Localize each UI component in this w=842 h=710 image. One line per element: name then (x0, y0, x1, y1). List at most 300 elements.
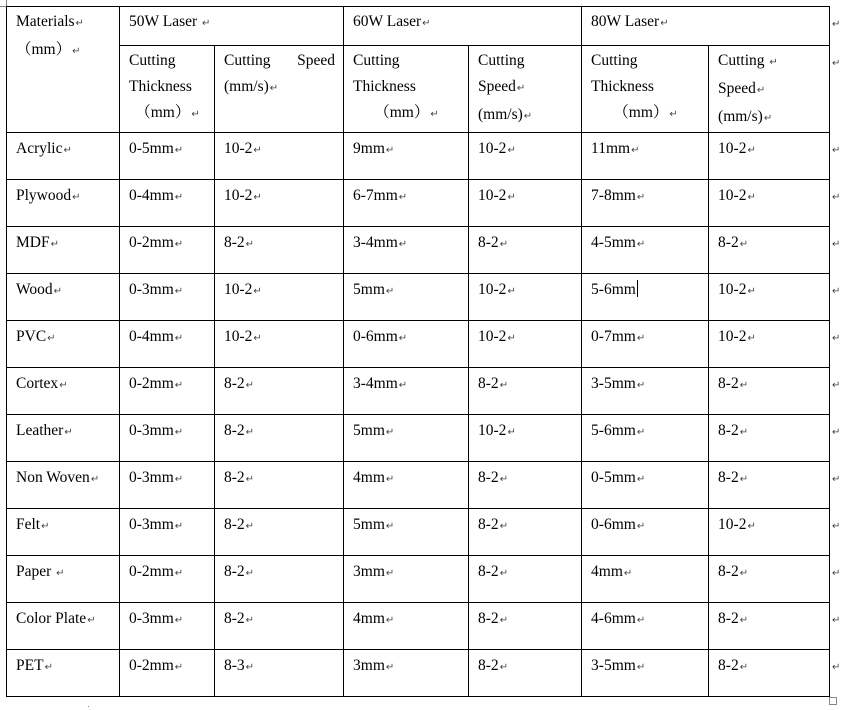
cell-value: Paper (16, 563, 52, 580)
paragraph-mark: ↵ (174, 145, 184, 156)
cell-value: 5-6mm (591, 422, 636, 439)
paragraph-mark: ↵ (174, 615, 184, 626)
text-cursor (637, 280, 638, 297)
page-dot-mark (88, 706, 89, 707)
paragraph-mark: ↵ (636, 521, 646, 532)
paragraph-mark: ↵ (174, 192, 184, 203)
paragraph-mark: ↵ (398, 333, 408, 344)
row-end-mark: ↵ (832, 567, 841, 579)
paragraph-mark: ↵ (53, 286, 63, 297)
paragraph-mark: ↵ (499, 239, 509, 250)
paragraph-mark: ↵ (507, 286, 516, 297)
cell-value: 0-3mm (129, 469, 174, 486)
paragraph-mark: ↵ (636, 192, 646, 203)
table-row (7, 368, 830, 415)
paragraph-mark: ↵ (50, 239, 59, 250)
cell-value: 8-3 (224, 657, 245, 674)
speed-80w-cell (709, 274, 830, 321)
speed-80w-cell (709, 509, 830, 556)
cell-value: Non Woven (16, 469, 90, 486)
cell-value: 5mm (353, 516, 385, 533)
cell-value: PET (16, 657, 44, 674)
material-cell (7, 133, 120, 180)
cell-value: 5mm (353, 422, 385, 439)
row-end-mark: ↵ (832, 285, 841, 297)
thickness-50w-cell (120, 415, 215, 462)
cell-value: 10-2 (224, 328, 253, 345)
cell-value: 3-4mm (353, 234, 398, 251)
cell-value: 10-2 (224, 140, 253, 157)
cell-value: 8-2 (478, 563, 499, 580)
cell-value: 8-2 (224, 469, 245, 486)
materials-header-label-line2: （mm）↵ (16, 41, 81, 58)
paragraph-mark: ↵ (253, 145, 262, 156)
cell-value: 10-2 (718, 187, 747, 204)
paragraph-mark: ↵ (636, 239, 646, 250)
paragraph-mark: ↵ (747, 145, 756, 156)
speed-80w-cell (709, 650, 830, 697)
cell-value: 8-2 (224, 563, 245, 580)
speed-80w-cell (709, 556, 830, 603)
cell-value: 0-3mm (129, 610, 174, 627)
material-cell (7, 227, 120, 274)
thickness-80w-cell (582, 321, 709, 368)
paragraph-mark: ↵ (56, 568, 65, 579)
paragraph-mark: ↵ (253, 192, 262, 203)
cell-value: 0-7mm (591, 328, 636, 345)
thickness-50w-cell (120, 650, 215, 697)
paragraph-mark: ↵ (499, 521, 509, 532)
paragraph-mark: ↵ (499, 380, 509, 391)
paragraph-mark: ↵ (245, 568, 255, 579)
table-resize-handle[interactable] (829, 697, 837, 705)
row-end-mark: ↵ (832, 332, 841, 344)
paragraph-mark: ↵ (245, 380, 255, 391)
table-row (7, 227, 830, 274)
cell-value: Cortex (16, 375, 59, 392)
material-cell (7, 368, 120, 415)
cell-value: 8-2 (224, 610, 245, 627)
cell-value: 8-2 (718, 375, 739, 392)
material-cell (7, 415, 120, 462)
paragraph-mark: ↵ (636, 474, 646, 485)
speed-80w-cell (709, 133, 830, 180)
cell-value: 4mm (591, 563, 623, 580)
paragraph-mark: ↵ (64, 427, 73, 438)
paragraph-mark: ↵ (385, 568, 395, 579)
cell-value: 0-2mm (129, 234, 174, 251)
paragraph-mark: ↵ (385, 521, 395, 532)
thickness-60w-cell (344, 509, 469, 556)
cell-value: Felt (16, 516, 41, 533)
cell-value: 5mm (353, 281, 385, 298)
paragraph-mark: ↵ (739, 568, 749, 579)
speed-80w-cell (709, 180, 830, 227)
paragraph-mark: ↵ (507, 333, 516, 344)
paragraph-mark: ↵ (174, 427, 184, 438)
thickness-50w-cell (120, 227, 215, 274)
material-cell (7, 180, 120, 227)
speed-50w-cell (215, 227, 344, 274)
cell-value: 3-5mm (591, 657, 636, 674)
paragraph-mark: ↵ (245, 239, 255, 250)
thickness-60w-cell (344, 556, 469, 603)
cell-value: MDF (16, 234, 50, 251)
paragraph-mark: ↵ (72, 192, 81, 203)
paragraph-mark: ↵ (253, 333, 262, 344)
paragraph-mark: ↵ (174, 380, 184, 391)
speed-60w-cell (469, 180, 582, 227)
speed-60w-cell (469, 368, 582, 415)
thickness-60w-cell (344, 227, 469, 274)
row-end-mark: ↵ (832, 144, 841, 156)
cell-value: 8-2 (224, 234, 245, 251)
cell-value: 4mm (353, 610, 385, 627)
paragraph-mark: ↵ (739, 662, 749, 673)
paragraph-mark: ↵ (174, 521, 184, 532)
cell-value: 0-4mm (129, 187, 174, 204)
cutting-speed-header-80w: Cutting ↵ Speed↵ (mm/s)↵ (709, 46, 830, 133)
materials-header-cell (7, 7, 120, 133)
cell-value: 10-2 (478, 140, 507, 157)
paragraph-mark: ↵ (202, 18, 211, 29)
cell-value: Color Plate (16, 610, 87, 627)
thickness-50w-cell (120, 368, 215, 415)
header-row-power (7, 7, 830, 46)
cell-value: 0-2mm (129, 657, 174, 674)
paragraph-mark: ↵ (87, 615, 96, 626)
cell-value: 4-6mm (591, 610, 636, 627)
paragraph-mark: ↵ (747, 521, 756, 532)
speed-50w-cell (215, 556, 344, 603)
row-end-mark: ↵ (832, 191, 841, 203)
thickness-80w-cell (582, 650, 709, 697)
paragraph-mark: ↵ (398, 192, 408, 203)
cell-value: 6-7mm (353, 187, 398, 204)
paragraph-mark: ↵ (499, 662, 509, 673)
thickness-50w-cell (120, 509, 215, 556)
paragraph-mark: ↵ (747, 286, 756, 297)
thickness-60w-cell (344, 603, 469, 650)
cell-value: 8-2 (478, 516, 499, 533)
cell-value: 8-2 (718, 657, 739, 674)
cell-value: 0-2mm (129, 375, 174, 392)
speed-60w-cell (469, 650, 582, 697)
cell-value: 5-6mm (591, 281, 636, 298)
cell-value: 8-2 (718, 610, 739, 627)
paragraph-mark: ↵ (636, 380, 646, 391)
laser-80w-header: 80W Laser↵ (582, 7, 830, 46)
speed-80w-cell (709, 415, 830, 462)
thickness-60w-cell (344, 133, 469, 180)
paragraph-mark: ↵ (245, 474, 255, 485)
cell-value: 8-2 (224, 375, 245, 392)
cell-value: 8-2 (718, 563, 739, 580)
speed-80w-cell (709, 603, 830, 650)
thickness-80w-cell (582, 509, 709, 556)
thickness-80w-cell (582, 274, 709, 321)
table-row (7, 274, 830, 321)
thickness-50w-cell (120, 274, 215, 321)
cell-value: 0-3mm (129, 422, 174, 439)
paragraph-mark: ↵ (385, 427, 395, 438)
cell-value: Wood (16, 281, 53, 298)
cell-value: 10-2 (718, 281, 747, 298)
paragraph-mark: ↵ (398, 380, 408, 391)
row-end-mark: ↵ (832, 379, 841, 391)
cell-value: 10-2 (718, 328, 747, 345)
table-row (7, 509, 830, 556)
speed-80w-cell (709, 321, 830, 368)
speed-60w-cell (469, 274, 582, 321)
speed-60w-cell (469, 509, 582, 556)
cell-value: 4mm (353, 469, 385, 486)
cell-value: 10-2 (718, 516, 747, 533)
thickness-80w-cell (582, 462, 709, 509)
paragraph-mark: ↵ (499, 615, 509, 626)
paragraph-mark: ↵ (174, 239, 184, 250)
row-end-mark: ↵ (832, 614, 841, 626)
thickness-80w-cell (582, 415, 709, 462)
paragraph-mark: ↵ (385, 474, 395, 485)
paragraph-mark: ↵ (245, 427, 255, 438)
cell-value: 10-2 (478, 281, 507, 298)
thickness-50w-cell (120, 321, 215, 368)
paragraph-mark: ↵ (63, 145, 72, 156)
cell-value: 0-2mm (129, 563, 174, 580)
paragraph-mark: ↵ (245, 662, 255, 673)
laser-60w-header: 60W Laser↵ (344, 7, 582, 46)
cell-value: 9mm (353, 140, 385, 157)
laser-cutting-table (6, 6, 830, 697)
speed-80w-cell (709, 368, 830, 415)
table-row (7, 462, 830, 509)
cell-value: 8-2 (478, 469, 499, 486)
cutting-speed-header-50w: Cutting Speed (mm/s)↵ (215, 46, 344, 133)
paragraph-mark: ↵ (631, 145, 640, 156)
paragraph-mark: ↵ (385, 286, 395, 297)
thickness-60w-cell (344, 274, 469, 321)
thickness-80w-cell (582, 603, 709, 650)
material-cell (7, 603, 120, 650)
cell-value: 0-6mm (353, 328, 398, 345)
speed-60w-cell (469, 462, 582, 509)
row-end-mark: ↵ (832, 57, 841, 69)
table-row (7, 415, 830, 462)
speed-50w-cell (215, 603, 344, 650)
paragraph-mark: ↵ (636, 615, 646, 626)
material-cell (7, 509, 120, 556)
paragraph-mark: ↵ (47, 333, 56, 344)
cell-value: 3-5mm (591, 375, 636, 392)
cutting-thickness-header-50w: Cutting Thickness （mm）↵ (120, 46, 215, 133)
thickness-80w-cell (582, 180, 709, 227)
thickness-60w-cell (344, 650, 469, 697)
paragraph-mark: ↵ (174, 568, 184, 579)
thickness-80w-cell (582, 556, 709, 603)
paragraph-mark: ↵ (739, 427, 749, 438)
speed-50w-cell (215, 462, 344, 509)
thickness-80w-cell (582, 368, 709, 415)
speed-50w-cell (215, 368, 344, 415)
paragraph-mark: ↵ (636, 333, 646, 344)
thickness-50w-cell (120, 603, 215, 650)
cell-value: Acrylic (16, 140, 63, 157)
paragraph-mark: ↵ (747, 333, 756, 344)
thickness-50w-cell (120, 133, 215, 180)
thickness-50w-cell (120, 462, 215, 509)
cell-value: 3mm (353, 657, 385, 674)
cell-value: 4-5mm (591, 234, 636, 251)
paragraph-mark: ↵ (660, 18, 669, 29)
row-end-mark: ↵ (832, 520, 841, 532)
cutting-thickness-header-80w: Cutting Thickness （mm）↵ (582, 46, 709, 133)
paragraph-mark: ↵ (739, 615, 749, 626)
cell-value: 8-2 (478, 234, 499, 251)
cell-value: Leather (16, 422, 64, 439)
cutting-speed-header-60w: Cutting Speed↵ (mm/s)↵ (469, 46, 582, 133)
paragraph-mark: ↵ (174, 662, 184, 673)
laser-50w-header: 50W Laser ↵ (120, 7, 344, 46)
speed-60w-cell (469, 603, 582, 650)
paragraph-mark: ↵ (739, 239, 749, 250)
thickness-60w-cell (344, 321, 469, 368)
cell-value: 8-2 (718, 469, 739, 486)
paragraph-mark: ↵ (422, 18, 431, 29)
paragraph-mark: ↵ (245, 521, 255, 532)
cell-value: 8-2 (718, 422, 739, 439)
paragraph-mark: ↵ (739, 380, 749, 391)
paragraph-mark: ↵ (507, 427, 516, 438)
paragraph-mark: ↵ (499, 474, 509, 485)
row-end-mark: ↵ (832, 661, 841, 673)
cell-value: 0-3mm (129, 281, 174, 298)
cell-value: 10-2 (224, 281, 253, 298)
row-end-mark: ↵ (832, 18, 841, 30)
thickness-80w-cell (582, 133, 709, 180)
material-cell (7, 556, 120, 603)
speed-60w-cell (469, 133, 582, 180)
material-cell (7, 274, 120, 321)
cell-value: 8-2 (478, 375, 499, 392)
cell-value: 0-5mm (591, 469, 636, 486)
speed-80w-cell (709, 227, 830, 274)
paragraph-mark: ↵ (59, 380, 68, 391)
row-end-mark: ↵ (832, 238, 841, 250)
cell-value: 0-6mm (591, 516, 636, 533)
thickness-60w-cell (344, 462, 469, 509)
material-cell (7, 321, 120, 368)
paragraph-mark: ↵ (385, 145, 395, 156)
cell-value: 10-2 (224, 187, 253, 204)
cell-value: 8-2 (478, 657, 499, 674)
cell-value: 8-2 (478, 610, 499, 627)
paragraph-mark: ↵ (747, 192, 756, 203)
speed-50w-cell (215, 274, 344, 321)
cell-value: 7-8mm (591, 187, 636, 204)
paragraph-mark: ↵ (507, 145, 516, 156)
paragraph-mark: ↵ (174, 333, 184, 344)
speed-50w-cell (215, 650, 344, 697)
paragraph-mark: ↵ (174, 474, 184, 485)
speed-60w-cell (469, 415, 582, 462)
table-row (7, 180, 830, 227)
thickness-80w-cell (582, 227, 709, 274)
cell-value: 8-2 (224, 516, 245, 533)
paragraph-mark: ↵ (41, 521, 50, 532)
paragraph-mark: ↵ (623, 568, 633, 579)
paragraph-mark: ↵ (75, 18, 84, 29)
thickness-60w-cell (344, 415, 469, 462)
speed-60w-cell (469, 556, 582, 603)
material-cell (7, 462, 120, 509)
cell-value: PVC (16, 328, 47, 345)
cell-value: 10-2 (478, 187, 507, 204)
thickness-50w-cell (120, 556, 215, 603)
paragraph-mark: ↵ (90, 474, 100, 485)
paragraph-mark: ↵ (385, 615, 395, 626)
cell-value: 8-2 (224, 422, 245, 439)
cell-value: 8-2 (718, 234, 739, 251)
cell-value: 0-3mm (129, 516, 174, 533)
speed-50w-cell (215, 415, 344, 462)
thickness-60w-cell (344, 368, 469, 415)
table-row (7, 603, 830, 650)
paragraph-mark: ↵ (174, 286, 184, 297)
paragraph-mark: ↵ (499, 568, 509, 579)
table-row (7, 556, 830, 603)
cell-value: 3-4mm (353, 375, 398, 392)
cell-value: 10-2 (718, 140, 747, 157)
paragraph-mark: ↵ (253, 286, 262, 297)
speed-80w-cell (709, 462, 830, 509)
speed-50w-cell (215, 133, 344, 180)
paragraph-mark: ↵ (636, 427, 646, 438)
thickness-60w-cell (344, 180, 469, 227)
cell-value: 0-4mm (129, 328, 174, 345)
cell-value: Plywood (16, 187, 72, 204)
table-row (7, 133, 830, 180)
paragraph-mark: ↵ (636, 662, 646, 673)
paragraph-mark: ↵ (385, 662, 395, 673)
row-end-mark: ↵ (832, 473, 841, 485)
paragraph-mark: ↵ (245, 615, 255, 626)
table-row (7, 650, 830, 697)
paragraph-mark: ↵ (44, 662, 53, 673)
speed-60w-cell (469, 227, 582, 274)
cell-value: 0-5mm (129, 140, 174, 157)
paragraph-mark: ↵ (739, 474, 749, 485)
speed-50w-cell (215, 321, 344, 368)
materials-header-label-line1: Materials↵ (16, 13, 84, 30)
material-cell (7, 650, 120, 697)
cell-value: 3mm (353, 563, 385, 580)
speed-50w-cell (215, 509, 344, 556)
thickness-50w-cell (120, 180, 215, 227)
header-row-columns (7, 46, 830, 133)
table-row (7, 321, 830, 368)
cell-value: 10-2 (478, 328, 507, 345)
row-end-mark: ↵ (832, 426, 841, 438)
speed-50w-cell (215, 180, 344, 227)
cell-value: 10-2 (478, 422, 507, 439)
cutting-thickness-header-60w: Cutting Thickness （mm）↵ (344, 46, 469, 133)
paragraph-mark: ↵ (398, 239, 408, 250)
speed-60w-cell (469, 321, 582, 368)
paragraph-mark: ↵ (72, 46, 81, 57)
paragraph-mark: ↵ (507, 192, 516, 203)
cell-value: 11mm (591, 140, 631, 157)
